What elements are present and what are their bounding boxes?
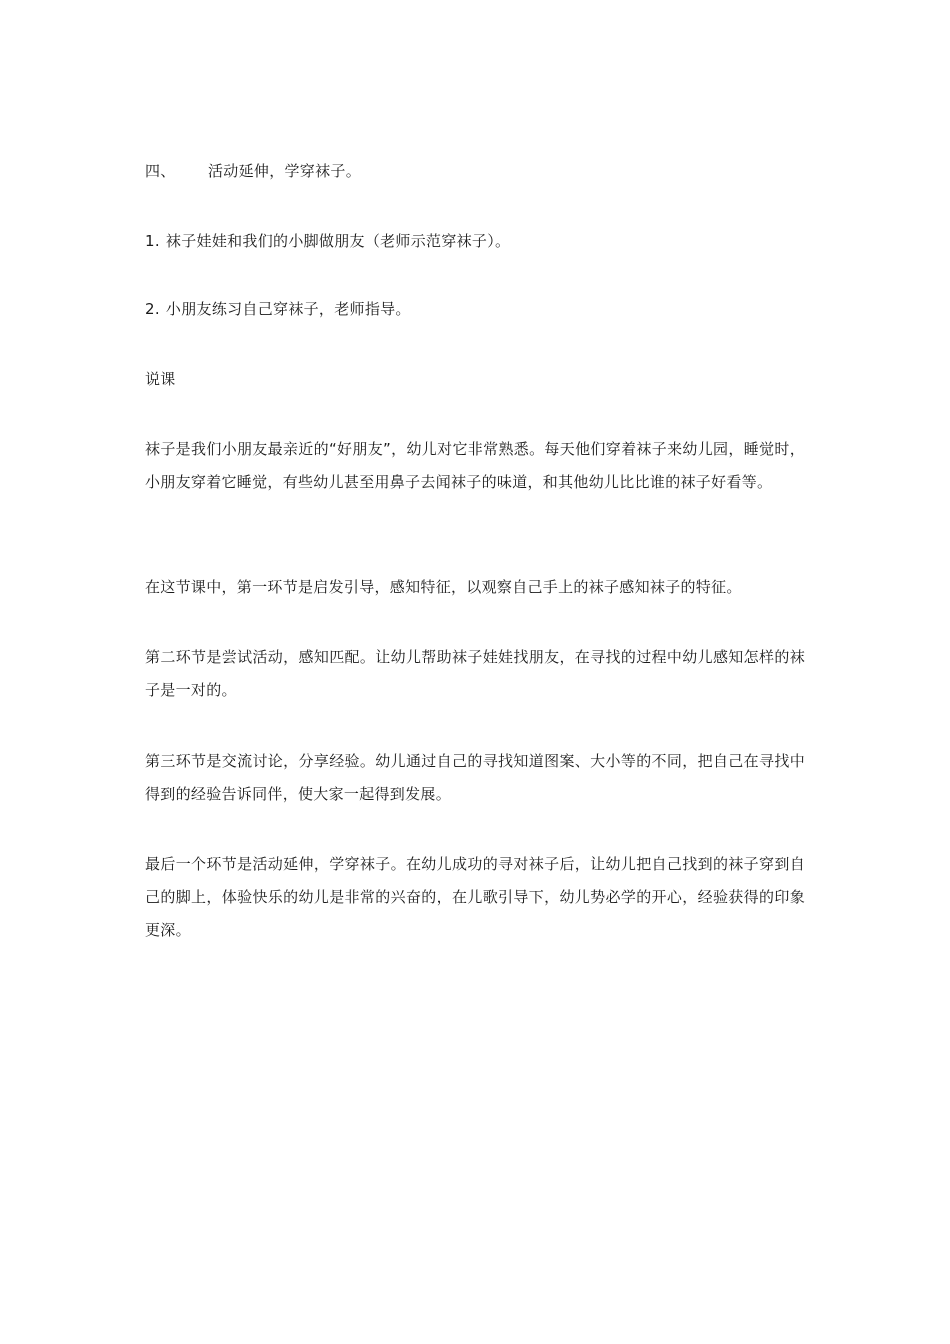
section-number: 四、 xyxy=(145,162,176,180)
step-number: 2. xyxy=(145,300,160,318)
step-number: 1. xyxy=(145,232,160,250)
section-title: 活动延伸，学穿袜子。 xyxy=(208,162,362,180)
paragraph: 第三环节是交流讨论，分享经验。幼儿通过自己的寻找知道图案、大小等的不同，把自己在寻找中得到的经验告诉同伴，使大家一起得到发展。 xyxy=(145,752,805,803)
paragraph: 第二环节是尝试活动，感知匹配。让幼儿帮助袜子娃娃找朋友，在寻找的过程中幼儿感知怎样的袜子是一对的。 xyxy=(145,648,805,699)
step-item xyxy=(145,225,805,258)
paragraph: 在这节课中，第一环节是启发引导，感知特征，以观察自己手上的袜子感知袜子的特征。 xyxy=(145,578,742,596)
paragraph: 袜子是我们小朋友最亲近的“好朋友”，幼儿对它非常熟悉。每天他们穿着袜子来幼儿园，睡觉时，小朋友穿着它睡觉，有些幼儿甚至用鼻子去闻袜子的味道，和其他幼儿比比谁的袜子好看等。 xyxy=(145,440,805,491)
step-item xyxy=(145,293,805,326)
section-heading xyxy=(145,155,805,188)
step-text: 小朋友练习自己穿袜子，老师指导。 xyxy=(165,300,411,318)
shuoke-heading: 说课 xyxy=(145,370,176,388)
step-text: 袜子娃娃和我们的小脚做朋友（老师示范穿袜子）。 xyxy=(165,232,511,250)
paragraph: 最后一个环节是活动延伸，学穿袜子。在幼儿成功的寻对袜子后，让幼儿把自己找到的袜子穿到自己的脚上，体验快乐的幼儿是非常的兴奋的，在儿歌引导下，幼儿势必学的开心，经验获得的印象更深。 xyxy=(145,855,805,939)
